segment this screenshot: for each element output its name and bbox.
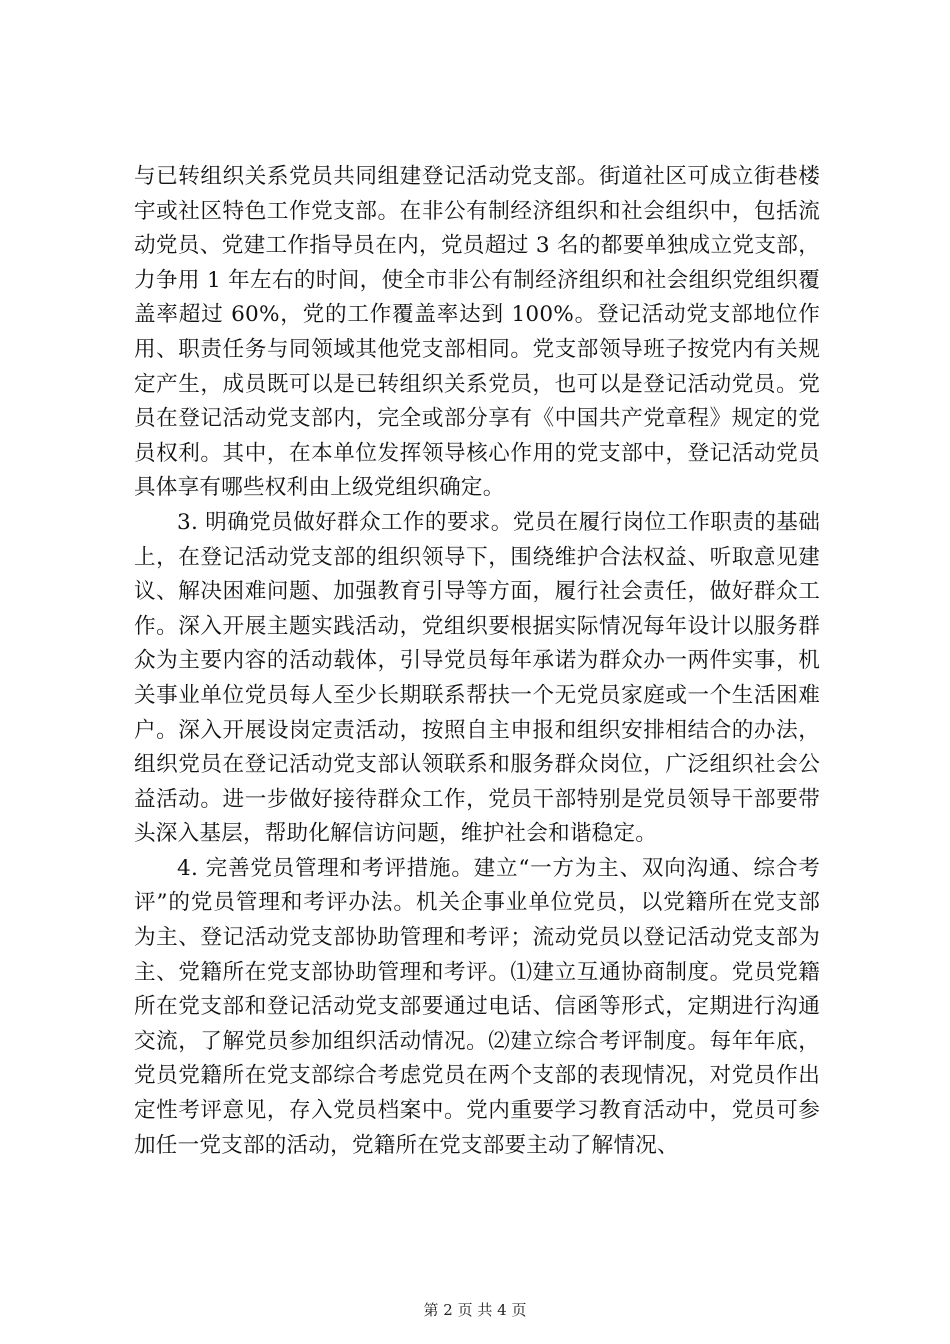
paragraph-item-3: 3. 明确党员做好群众工作的要求。党员在履行岗位工作职责的基础上，在登记活动党支部的组织领导下，围绕维护合法权益、听取意见建议、解决困难问题、加强教育引导等方面，履行社会责任，做好群众工作。深入开展主题实践活动，党组织要根据实际情况每年设计以服务群众为主要内容的活动载体，引导党员每年承诺为群众办一两件实事，机关事业单位党员每人至少长期联系帮扶一个无党员家庭或一个生活困难户。深入开展设岗定责活动，按照自主申报和组织安排相结合的办法，组织党员在登记活动党支部认领联系和服务群众岗位，广泛组织社会公益活动。进一步做好接待群众工作，党员干部特别是党员领导干部要带头深入基层，帮助化解信访问题，维护社会和谐稳定。 [134, 509, 820, 847]
paragraph-item-4: 4. 完善党员管理和考评措施。建立“一方为主、双向沟通、综合考评”的党员管理和考评办法。机关企事业单位党员，以党籍所在党支部为主、登记活动党支部协助管理和考评；流动党员以登记活动党支部为主、党籍所在党支部协助管理和考评。⑴建立互通协商制度。党员党籍所在党支部和登记活动党支部要通过电话、信函等形式，定期进行沟通交流，了解党员参加组织活动情况。⑵建立综合考评制度。每年年底，党员党籍所在党支部综合考虑党员在两个支部的表现情况，对党员作出定性考评意见，存入党员档案中。党内重要学习教育活动中，党员可参加任一党支部的活动，党籍所在党支部要主动了解情况、 [134, 855, 820, 1158]
paragraph-continued: 与已转组织关系党员共同组建登记活动党支部。街道社区可成立街巷楼宇或社区特色工作党支部。在非公有制经济组织和社会组织中，包括流动党员、党建工作指导员在内，党员超过 3 名的都要单独成立党支部，力争用 1 年左右的时间，使全市非公有制经济组织和社会组织党组织覆盖率超过 60%，党的工作覆盖率达到 100%。登记活动党支部地位作用、职责任务与同领域其他党支部相同。党支部领导班子按党内有关规定产生，成员既可以是已转组织关系党员，也可以是登记活动党员。党员在登记活动党支部内，完全或部分享有《中国共产党章程》规定的党员权利。其中，在本单位发挥领导核心作用的党支部中，登记活动党员具体享有哪些权利由上级党组织确定。 [134, 164, 820, 501]
page-footer: 第 2 页 共 4 页 [423, 1301, 527, 1319]
document-body [134, 160, 820, 1163]
